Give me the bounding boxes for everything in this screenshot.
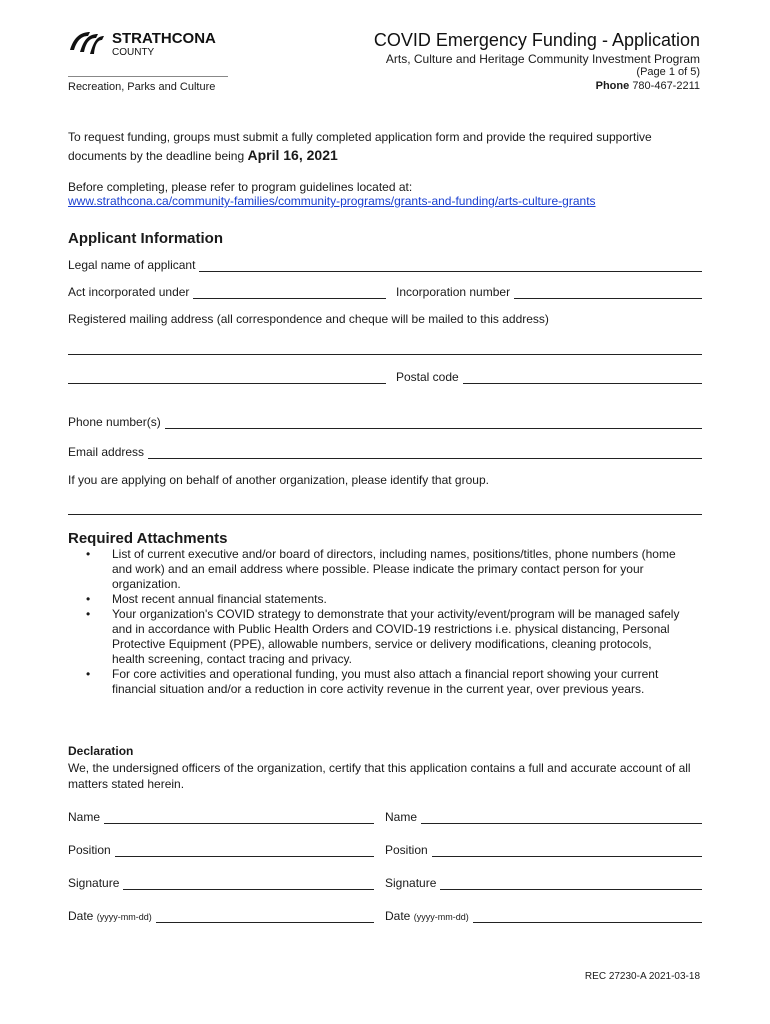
email-input[interactable] xyxy=(148,444,702,459)
date-hint-2: (yyyy-mm-dd) xyxy=(413,912,469,922)
position-row-1 xyxy=(68,842,374,857)
position-input-1[interactable] xyxy=(115,842,374,857)
bullet-icon: • xyxy=(86,667,91,681)
guidelines-paragraph xyxy=(68,180,708,208)
legal-name-input[interactable] xyxy=(199,257,702,272)
act-input[interactable] xyxy=(193,284,386,299)
form-subtitle: Arts, Culture and Heritage Community Investment Program xyxy=(385,52,700,66)
legal-name-label: Legal name of applicant xyxy=(68,258,196,272)
behalf-label: If you are applying on behalf of another organization, please identify that group. xyxy=(68,473,489,487)
postal-label: Postal code xyxy=(396,370,459,384)
date-hint-1: (yyyy-mm-dd) xyxy=(96,912,152,922)
incorporation-input[interactable] xyxy=(514,284,702,299)
date-input-1[interactable] xyxy=(156,908,374,923)
address-line-2 xyxy=(68,369,386,384)
act-row xyxy=(68,284,386,299)
bullet-icon: • xyxy=(86,607,91,621)
declaration-heading: Declaration xyxy=(68,744,134,758)
intro-paragraph xyxy=(68,128,708,165)
strathcona-county-logo xyxy=(68,26,238,60)
form-title: COVID Emergency Funding - Application xyxy=(373,30,700,50)
date-label-2: Date (yyyy-mm-dd) xyxy=(385,909,469,923)
name-label-2: Name xyxy=(385,810,418,824)
declaration-text: We, the undersigned officers of the organization, certify that this application contains a full and accurate account of all matters stated herein. xyxy=(68,761,691,791)
bullet-icon: • xyxy=(86,547,91,561)
phone-value: 780-467-2211 xyxy=(632,80,700,92)
name-label-1: Name xyxy=(68,810,101,824)
logo-line2: COUNTY xyxy=(112,47,155,58)
name-input-2[interactable] xyxy=(421,809,702,824)
phone-label: Phone xyxy=(595,80,630,92)
incorporation-row xyxy=(396,284,702,299)
attachments-heading: Required Attachments xyxy=(68,530,228,547)
attachments-list xyxy=(86,547,686,697)
legal-name-row xyxy=(68,257,702,272)
address-label: Registered mailing address (all correspondence and cheque will be mailed to this address) xyxy=(68,312,549,326)
phone-numbers-input[interactable] xyxy=(165,414,702,429)
signature-label-1: Signature xyxy=(68,876,120,890)
department-name: Recreation, Parks and Culture xyxy=(68,81,216,93)
applicant-heading: Applicant Information xyxy=(68,230,223,247)
email-row xyxy=(68,444,702,459)
address-line-1 xyxy=(68,340,702,355)
logo-mark-icon xyxy=(70,32,104,54)
signature-input-2[interactable] xyxy=(440,875,702,890)
name-input-1[interactable] xyxy=(104,809,374,824)
header-divider xyxy=(68,76,228,77)
postal-row xyxy=(396,369,702,384)
date-input-2[interactable] xyxy=(473,908,702,923)
signature-row-1 xyxy=(68,875,374,890)
address-input-1[interactable] xyxy=(68,341,706,355)
list-item: • Your organization's COVID strategy to demonstrate that your activity/event/program will be managed safely and in accordance with Public Health Orders and COVID-19 restrictions i.e. physical distancing, Personal Protective Equipment (PPE), allowable numbers, service or delivery modifications, cleaning protocols, health screening, contact tracing and privacy. xyxy=(86,607,680,666)
postal-input[interactable] xyxy=(463,369,702,384)
act-label: Act incorporated under xyxy=(68,285,190,299)
date-row-2 xyxy=(385,908,702,923)
position-input-2[interactable] xyxy=(432,842,702,857)
email-label: Email address xyxy=(68,445,145,459)
list-item: • Most recent annual financial statements. xyxy=(86,592,327,606)
logo-line1: STRATHCONA xyxy=(112,30,216,47)
position-label-2: Position xyxy=(385,843,428,857)
list-item: • List of current executive and/or board of directors, including names, positions/titles, phone numbers (home and work) and an email address where possible. Please indicate the primary contact person for your organization. xyxy=(86,547,676,591)
position-row-2 xyxy=(385,842,702,857)
behalf-line xyxy=(68,500,702,515)
phone-row xyxy=(68,414,702,429)
name-row-2 xyxy=(385,809,702,824)
page-indicator: (Page 1 of 5) xyxy=(636,66,700,78)
guidelines-link[interactable]: www.strathcona.ca/community-families/community-programs/grants-and-funding/arts-culture-grants xyxy=(68,194,596,208)
guidelines-text: Before completing, please refer to program guidelines located at: xyxy=(68,180,413,194)
deadline-date: April 16, 2021 xyxy=(247,147,338,163)
form-code: REC 27230-A 2021-03-18 xyxy=(584,971,700,982)
phone-numbers-label: Phone number(s) xyxy=(68,415,161,429)
name-row-1 xyxy=(68,809,374,824)
date-row-1 xyxy=(68,908,374,923)
behalf-input[interactable] xyxy=(68,501,706,515)
contact-phone xyxy=(596,80,700,92)
bullet-icon: • xyxy=(86,592,91,606)
position-label-1: Position xyxy=(68,843,111,857)
signature-input-1[interactable] xyxy=(123,875,374,890)
signature-label-2: Signature xyxy=(385,876,437,890)
signature-row-2 xyxy=(385,875,702,890)
address-input-2[interactable] xyxy=(68,370,390,384)
list-item: • For core activities and operational funding, you must also attach a financial report showing your current financial situation and/or a reduction in core activity revenue in the current year, over previous years. xyxy=(86,667,659,696)
intro-text: To request funding, groups must submit a fully completed application form and provide the required supportive documents by the deadline being xyxy=(68,130,652,163)
date-label-1: Date (yyyy-mm-dd) xyxy=(68,909,152,923)
incorporation-label: Incorporation number xyxy=(396,285,511,299)
